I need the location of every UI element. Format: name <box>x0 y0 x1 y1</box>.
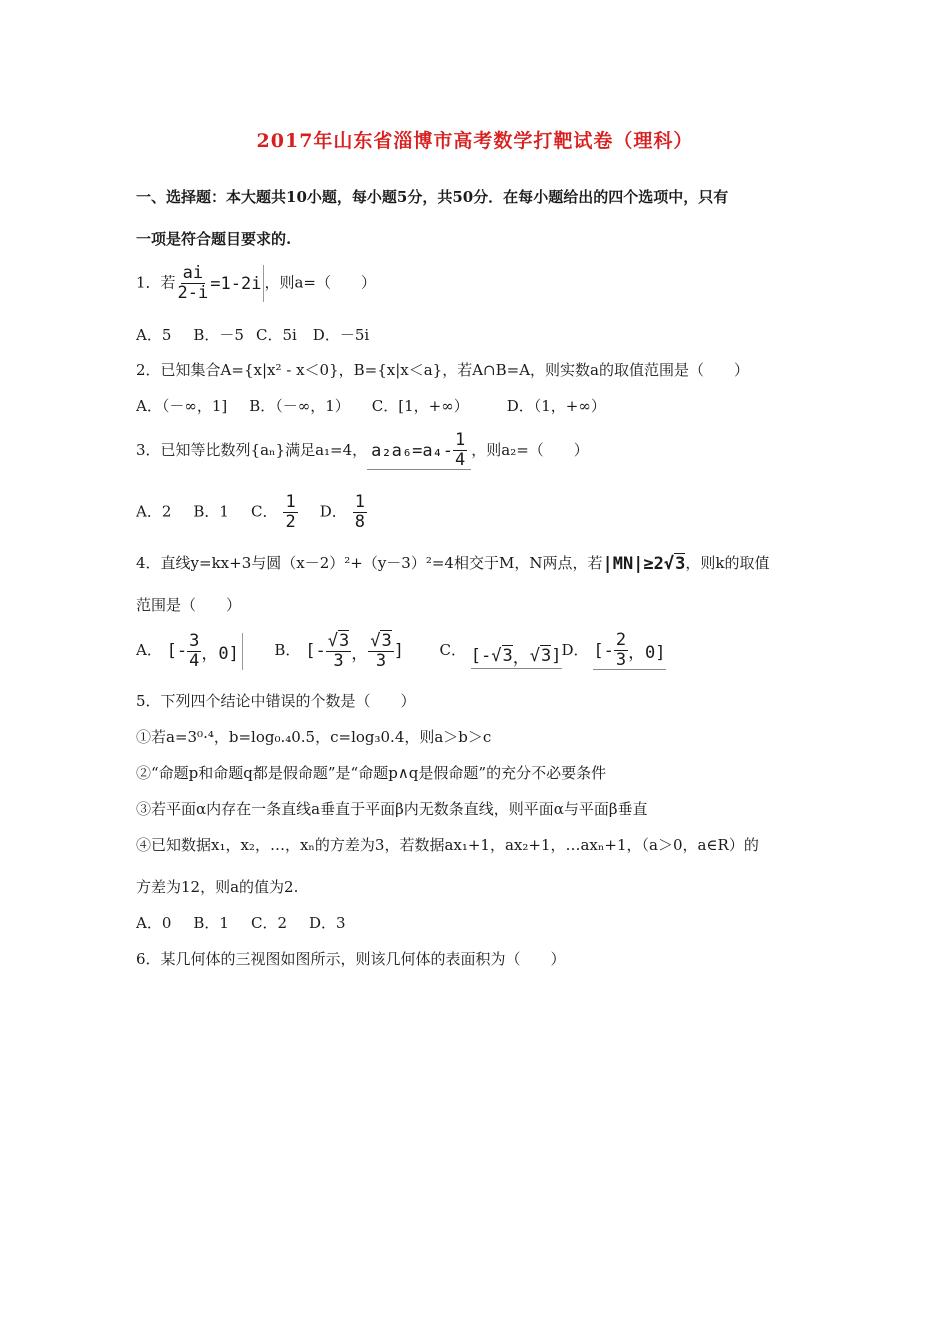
q1-option-d: D．－5i <box>312 326 370 344</box>
q4-option-c: [- √3 ， √3 ] <box>471 633 562 669</box>
q4-formula <box>602 554 685 574</box>
q4-option-d: [- $\frac{2}{3}$ ，0] <box>593 630 666 670</box>
q4-option-b: [- $\frac{√3}{3}$ ， $\frac{√3}{3}$ ] <box>305 630 404 671</box>
q4-prefix: 4．直线y=kx+3与圆（x－2）²+（y－3）²=4相交于M，N两点，若 <box>136 554 603 572</box>
q5-statement-3: ③若平面α内存在一条直线a垂直于平面β内无数条直线，则平面α与平面β垂直 <box>136 800 648 818</box>
q5-statement-4b: 方差为12，则a的值为2. <box>136 878 299 896</box>
page-title: 2017年山东省淄博市高考数学打靶试卷（理科） <box>256 130 694 152</box>
q4-opta-tail: ，0] <box>201 643 239 664</box>
question-5: 5．下列四个结论中错误的个数是（ ） <box>136 692 416 710</box>
q4-optc-val1: 3 <box>502 645 513 666</box>
q1-options <box>136 324 369 345</box>
q3-optd-den: 8 <box>354 512 365 532</box>
q2-option-d: D．（1，+∞） <box>506 397 606 415</box>
q4-suffix: ，则k的取值 <box>685 554 770 572</box>
question-4 <box>136 552 769 574</box>
question-6: 6．某几何体的三视图如图所示，则该几何体的表面积为（ ） <box>136 950 566 968</box>
q4-optb-den2: 3 <box>375 650 387 671</box>
question-3 <box>136 432 589 470</box>
q4-optc-sqrt2: √3 <box>529 645 552 666</box>
q4-optd-num: 2 <box>615 630 627 650</box>
q4-option-d-label: D． <box>561 641 589 659</box>
q4-optb-num1: 3 <box>338 630 350 651</box>
q1-frac-den: 2-i <box>177 283 209 303</box>
q3-formula <box>367 432 471 470</box>
q3-options <box>136 494 367 531</box>
q4-option-a: [- $\frac{3}{4}$ ，0] <box>167 633 243 670</box>
q3-option-c: C． <box>250 502 278 521</box>
q3-optc-den: 2 <box>285 512 296 532</box>
q4-formula-text: |MN|≥2 <box>602 554 664 574</box>
q4-optb-den1: 3 <box>333 650 344 671</box>
q4-option-a-label: A． <box>136 641 162 659</box>
q2-options <box>136 395 606 416</box>
q1-fraction <box>176 265 211 302</box>
q4-line2: 范围是（ ） <box>136 596 242 614</box>
q5-statement-1: ①若a=3⁰·⁴，b=log₀.₄0.5，c=log₃0.4，则a＞b＞c <box>136 728 492 746</box>
q3-prefix: 3．已知等比数列{aₙ}满足a₁=4， <box>136 441 368 459</box>
q4-optb-num2: 3 <box>381 630 392 651</box>
q3-option-a: A．2 <box>136 502 172 521</box>
q3-optd-num: 1 <box>354 492 365 512</box>
q4-optb-sqrt1: √3 <box>327 630 350 651</box>
q4-optd-tail: ，0] <box>628 643 666 663</box>
q1-suffix: ，则a=（ ） <box>264 273 376 292</box>
q4-option-b-label: B． <box>274 641 301 659</box>
q4-options <box>136 632 666 670</box>
q4-optd-den: 3 <box>615 650 627 670</box>
q4-optd-frac <box>614 632 628 669</box>
q2-option-a: A．（－∞，1] <box>136 397 228 415</box>
q3-fraction <box>453 432 467 469</box>
q1-option-b: B．－5 <box>193 326 244 344</box>
q4-optb-sqrt2: √3 <box>370 630 392 651</box>
q5-options <box>136 912 346 933</box>
q1-option-c: C．5i <box>255 326 297 344</box>
q4-sqrt-val: 3 <box>675 554 686 574</box>
q2-option-b: B．（－∞，1） <box>249 397 350 415</box>
q4-optc-sqrt1: √3 <box>491 645 513 666</box>
q3-option-d: D． <box>319 502 347 521</box>
q1-frac-num: ai <box>182 263 204 283</box>
q4-opta-num: 3 <box>189 630 200 651</box>
q3-frac-num: 1 <box>455 430 466 450</box>
q4-option-c-label: C． <box>439 641 466 659</box>
q5-option-d: D．3 <box>309 914 346 932</box>
q3-suffix: ，则a₂=（ ） <box>471 441 589 459</box>
q5-statement-4a: ④已知数据x₁，x₂，…，xₙ的方差为3，若数据ax₁+1，ax₂+1，…axₙ+1，（a＞0，a∈R）的 <box>136 836 759 854</box>
q4-optb-frac2 <box>368 630 394 671</box>
question-1 <box>136 265 376 302</box>
q1-formula <box>176 265 265 302</box>
q5-option-a: A．0 <box>136 914 172 932</box>
q1-rhs: =1-2i <box>210 273 262 294</box>
question-2: 2．已知集合A={x|x² - x＜0}，B={x|x＜a}，若A∩B=A，则实数a的取值范围是（ ） <box>136 361 749 379</box>
section-heading-line2: 一项是符合题目要求的. <box>136 230 292 248</box>
q1-option-a: A．5 <box>136 326 172 344</box>
q5-option-b: B．1 <box>193 914 229 932</box>
q4-opta-frac <box>187 630 201 671</box>
q2-option-c: C．[1，+∞） <box>371 397 469 415</box>
q3-option-c-frac <box>283 494 297 531</box>
q3-formula-left: a₂a₆=a₄- <box>371 440 454 461</box>
q3-option-b: B．1 <box>193 502 229 521</box>
q5-statement-2: ②“命题p和命题q都是假命题”是“命题p∧q是假命题”的充分不必要条件 <box>136 764 607 782</box>
q4-optb-frac1 <box>326 630 352 671</box>
q4-optc-val2: 3 <box>541 645 552 666</box>
q3-frac-den: 4 <box>455 450 466 470</box>
q4-opta-den: 4 <box>189 650 200 671</box>
q3-optc-num: 1 <box>285 492 296 512</box>
q3-option-d-frac <box>353 494 367 531</box>
q4-sqrt: √3 <box>663 554 686 574</box>
q1-prefix: 1．若 <box>136 273 176 292</box>
section-heading-line1: 一、选择题：本大题共10小题，每小题5分，共50分．在每小题给出的四个选项中，只有 <box>136 188 729 206</box>
q5-option-c: C．2 <box>250 914 287 932</box>
